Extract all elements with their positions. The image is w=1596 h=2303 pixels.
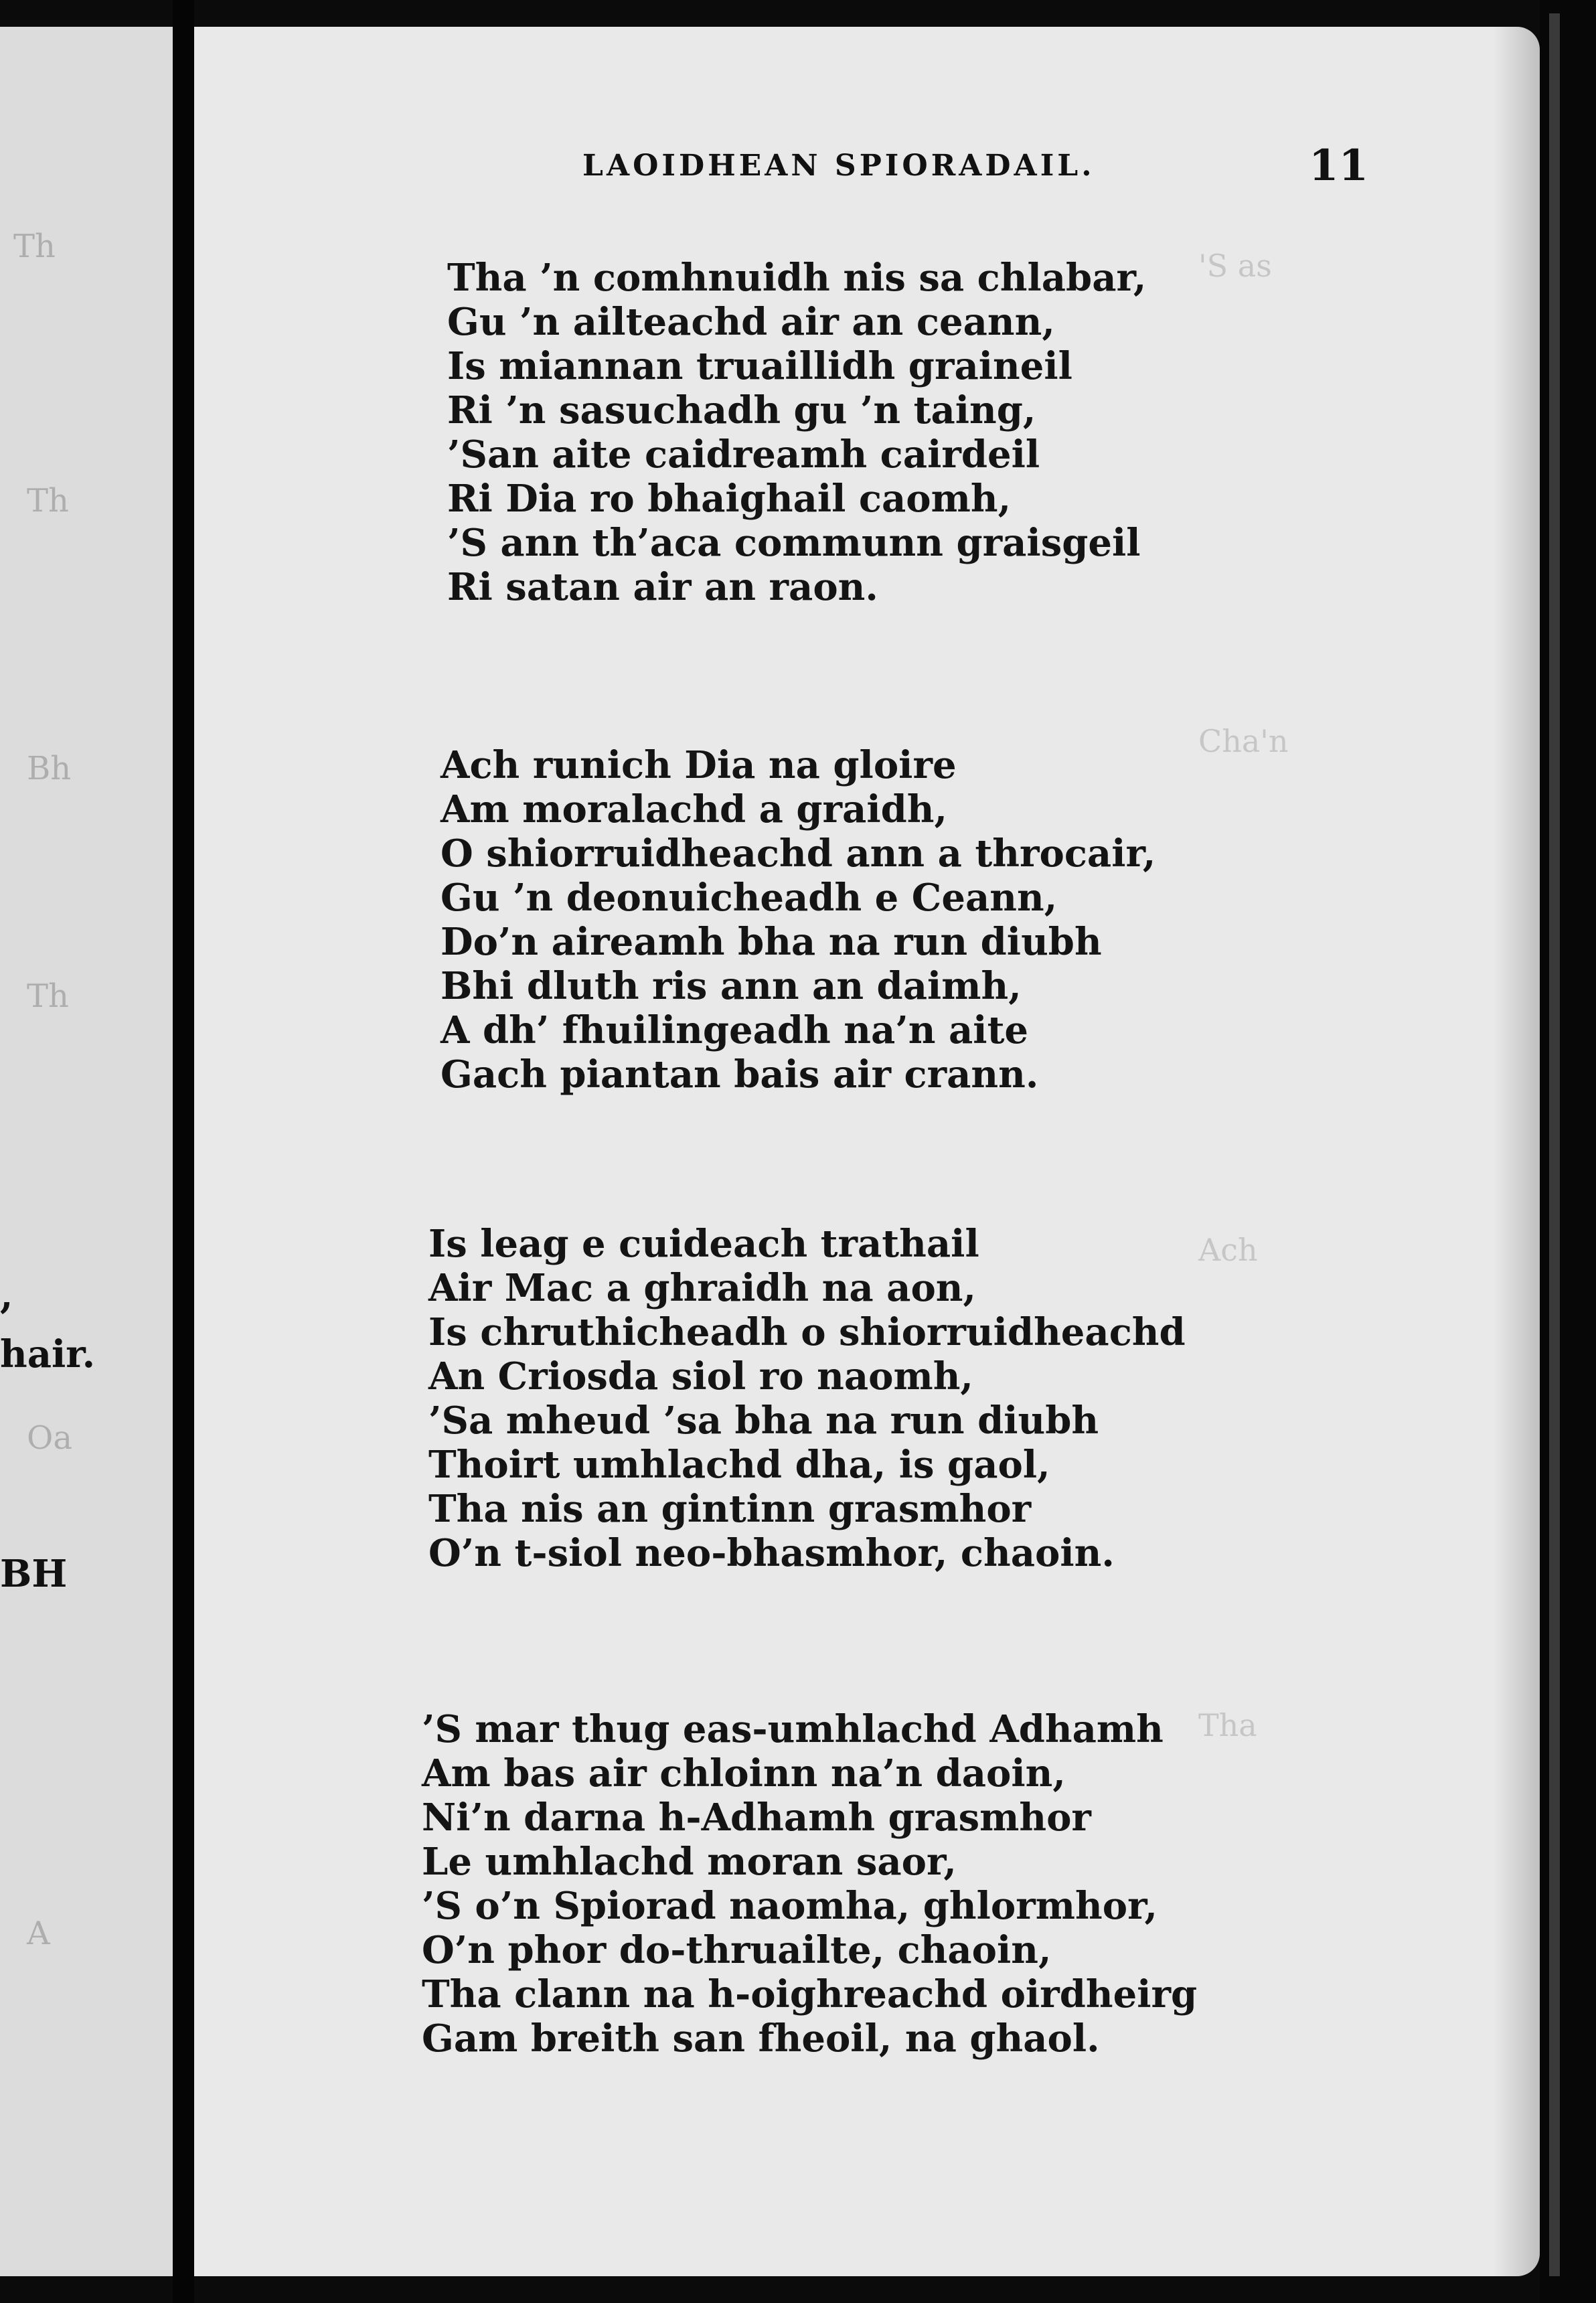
verse-line: ’San aite caidreamh cairdeil: [447, 432, 1040, 477]
running-title: LAOIDHEAN SPIORADAIL.: [582, 149, 1095, 183]
stanza-3: [428, 1222, 1186, 1575]
verse-line: Am bas air chloinn na’n daoin,: [422, 1751, 1066, 1796]
show-through-text: Tha: [1198, 1707, 1257, 1743]
page-number: 11: [1309, 141, 1369, 191]
show-through-text: Th: [13, 228, 56, 265]
verse-line: Bhi dluth ris ann an daimh,: [441, 964, 1022, 1008]
verse-line: A dh’ fhuilingeadh na’n aite: [441, 1008, 1029, 1052]
verse-line: Ach runich Dia na gloire: [441, 743, 957, 787]
verse-line: O’n t-siol neo-bhasmhor, chaoin.: [428, 1531, 1115, 1575]
page-gutter: [173, 0, 194, 2303]
verse-line: Ri satan air an raon.: [447, 565, 878, 609]
stanza-4: [422, 1707, 1197, 2061]
stanza-2: [441, 743, 1155, 1097]
verse-line: Gu ’n ailteachd air an ceann,: [447, 300, 1055, 344]
show-through-text: Cha'n: [1198, 723, 1289, 759]
verse-line: An Criosda siol ro naomh,: [428, 1354, 973, 1399]
verse-line: O’n phor do-thruailte, chaoin,: [422, 1928, 1052, 1972]
facing-page-fragment: ,: [0, 1273, 13, 1318]
verse-line: Ri Dia ro bhaighail caomh,: [447, 477, 1012, 521]
page-edge-strip: [1549, 13, 1560, 2276]
show-through-text: Th: [27, 482, 69, 520]
show-through-text: Th: [27, 977, 69, 1015]
verse-line: Is miannan truaillidh graineil: [447, 344, 1072, 388]
verse-line: ’S o’n Spiorad naomha, ghlormhor,: [422, 1884, 1158, 1928]
verse-line: Ni’n darna h-Adhamh grasmhor: [422, 1796, 1091, 1840]
verse-line: Gu ’n deonuicheadh e Ceann,: [441, 876, 1058, 920]
verse-line: Gam breith san fheoil, na ghaol.: [422, 2016, 1100, 2061]
verse-line: Gach piantan bais air crann.: [441, 1052, 1039, 1097]
book-edge: [1540, 0, 1596, 2303]
verse-line: ’S ann th’aca communn graisgeil: [447, 521, 1141, 565]
facing-page: [0, 27, 173, 2276]
show-through-text: Oa: [27, 1419, 72, 1457]
verse-line: Is chruthicheadh o shiorruidheachd: [428, 1310, 1186, 1354]
verse-line: Le umhlachd moran saor,: [422, 1840, 957, 1884]
verse-line: Tha ’n comhnuidh nis sa chlabar,: [447, 256, 1147, 300]
verse-line: Air Mac a ghraidh na aon,: [428, 1266, 977, 1310]
verse-line: Thoirt umhlachd dha, is gaol,: [428, 1443, 1050, 1487]
verse-line: Do’n aireamh bha na run diubh: [441, 920, 1102, 964]
show-through-text: Ach: [1198, 1232, 1258, 1268]
verse-line: Is leag e cuideach trathail: [428, 1222, 979, 1266]
show-through-text: A: [27, 1915, 50, 1952]
verse-line: O shiorruidheachd ann a throcair,: [441, 831, 1156, 876]
stanza-1: [447, 256, 1146, 609]
show-through-text: Bh: [27, 750, 72, 787]
verse-line: ’Sa mheud ’sa bha na run diubh: [428, 1399, 1099, 1443]
verse-line: ’S mar thug eas-umhlachd Adhamh: [422, 1707, 1164, 1751]
book-page: [194, 27, 1540, 2276]
facing-page-fragment: hair.: [0, 1332, 96, 1376]
running-head: [194, 141, 1540, 195]
facing-page-fragment: BH: [0, 1552, 68, 1596]
verse-line: Ri ’n sasuchadh gu ’n taing,: [447, 388, 1036, 432]
verse-line: Am moralachd a graidh,: [441, 787, 947, 831]
show-through-text: 'S as: [1198, 248, 1272, 284]
verse-line: Tha nis an gintinn grasmhor: [428, 1487, 1032, 1531]
verse-line: Tha clann na h-oighreachd oirdheirg: [422, 1972, 1198, 2016]
